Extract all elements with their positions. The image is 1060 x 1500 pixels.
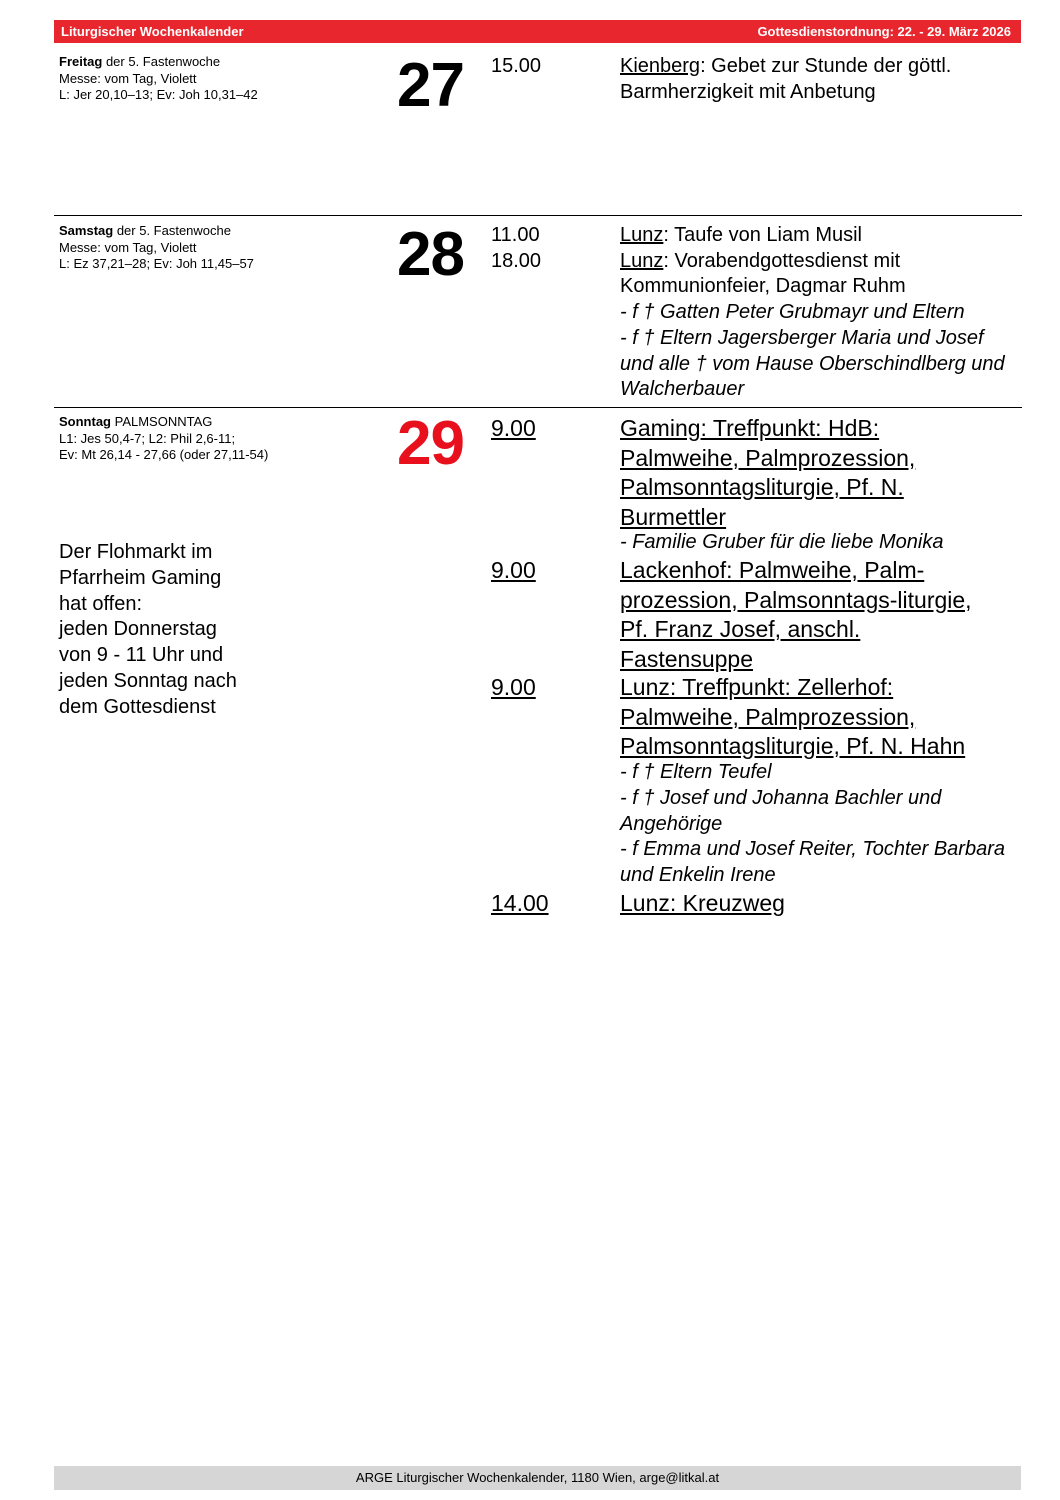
event-text-link[interactable]: Lunz: Kreuzweg — [620, 890, 785, 916]
footer-bar: ARGE Liturgischer Wochenkalender, 1180 Wien, arge@litkal.at — [54, 1466, 1021, 1490]
weekday-rest: der 5. Fastenwoche — [102, 54, 221, 69]
day-info-sunday — [59, 414, 268, 464]
mass-info: Messe: vom Tag, Violett — [59, 70, 197, 86]
weekday-label: Sonntag — [59, 414, 111, 429]
header-title: Liturgischer Wochenkalender — [61, 24, 244, 39]
event-text — [620, 249, 1020, 300]
day-info-friday — [59, 54, 258, 104]
note-line: Pfarrheim Gaming — [59, 566, 222, 589]
day-number-27: 27 — [397, 51, 464, 120]
weekday-label: Freitag — [59, 54, 103, 69]
event-place-link[interactable]: Kienberg — [620, 55, 701, 77]
day-number-28: 28 — [397, 220, 464, 289]
event-time-link[interactable]: 9.00 — [491, 557, 536, 583]
readings-2: Ev: Mt 26,14 - 27,66 (oder 27,11-54) — [59, 447, 269, 462]
event-description: : Taufe von Liam Musil — [663, 224, 862, 246]
note-line: hat offen: — [59, 592, 143, 615]
mass-info: Messe: vom Tag, Violett — [59, 239, 197, 255]
readings: L: Ez 37,21–28; Ev: Joh 11,45–57 — [59, 256, 254, 271]
event-time-link[interactable]: 14.00 — [491, 890, 549, 916]
event-time-link[interactable]: 9.00 — [491, 674, 536, 700]
mass-intentions: - Familie Gruber für die liebe Monika — [620, 531, 944, 553]
note-line: jeden Donnerstag — [59, 618, 217, 641]
event-text — [620, 223, 1020, 249]
event-text — [620, 54, 1020, 105]
header-date-range: Gottesdienstordnung: 22. - 29. März 2026 — [757, 24, 1011, 39]
event-text-link[interactable]: Lackenhof: Palmweihe, Palm-prozession, Palmsonntags-liturgie, Pf. Franz Josef, anschl. Fastensuppe — [620, 557, 972, 672]
weekday-rest: der 5. Fastenwoche — [113, 223, 231, 238]
day-divider — [54, 407, 1022, 408]
weekday-label: Samstag — [59, 223, 114, 238]
event-time: 11.00 — [491, 224, 540, 246]
day-info-saturday — [59, 223, 254, 273]
weekday-rest: PALMSONNTAG — [111, 414, 213, 429]
readings: L: Jer 20,10–13; Ev: Joh 10,31–42 — [59, 87, 258, 102]
event-place-link[interactable]: Lunz — [620, 249, 664, 272]
event-time-link[interactable]: 9.00 — [491, 415, 536, 441]
event-text-link[interactable]: Lunz: Treffpunkt: Zellerhof: Palmweihe, Palmprozession, Palmsonntagsliturgie, Pf. N. Hahn — [620, 674, 966, 759]
day-number-29: 29 — [397, 409, 464, 478]
event-time: 15.00 — [491, 55, 542, 77]
flea-market-note — [59, 540, 279, 721]
note-line: Der Flohmarkt im — [59, 541, 213, 563]
mass-intentions: - f † Eltern Teufel - f † Josef und Johanna Bachler und Angehörige - f Emma und Josef Reiter, Tochter Barbara und Enkelin Irene — [620, 761, 1005, 887]
event-time: 18.00 — [491, 249, 542, 272]
event-description: : Vorabendgottesdienst mit Kommunionfeier, Dagmar Ruhm — [620, 249, 906, 298]
day-divider — [54, 215, 1022, 216]
note-line: von 9 - 11 Uhr und — [59, 644, 224, 667]
mass-intentions: - f † Gatten Peter Grubmayr und Eltern - f † Eltern Jagersberger Maria und Josef und alle † vom Hause Oberschindlberg und Walcherbauer — [620, 301, 1005, 401]
note-line: dem Gottesdienst — [59, 695, 216, 718]
event-description: : Gebet zur Stunde der göttl. Barmherzigkeit mit Anbetung — [620, 55, 952, 103]
event-text-link[interactable]: Gaming: Treffpunkt: HdB: Palmweihe, Palmprozession, Palmsonntagsliturgie, Pf. N. Burmettler — [620, 415, 916, 530]
header-bar — [54, 20, 1021, 43]
note-line: jeden Sonntag nach — [59, 669, 237, 692]
readings-1: L1: Jes 50,4-7; L2: Phil 2,6-11; — [59, 430, 236, 446]
event-place-link[interactable]: Lunz — [620, 224, 664, 246]
